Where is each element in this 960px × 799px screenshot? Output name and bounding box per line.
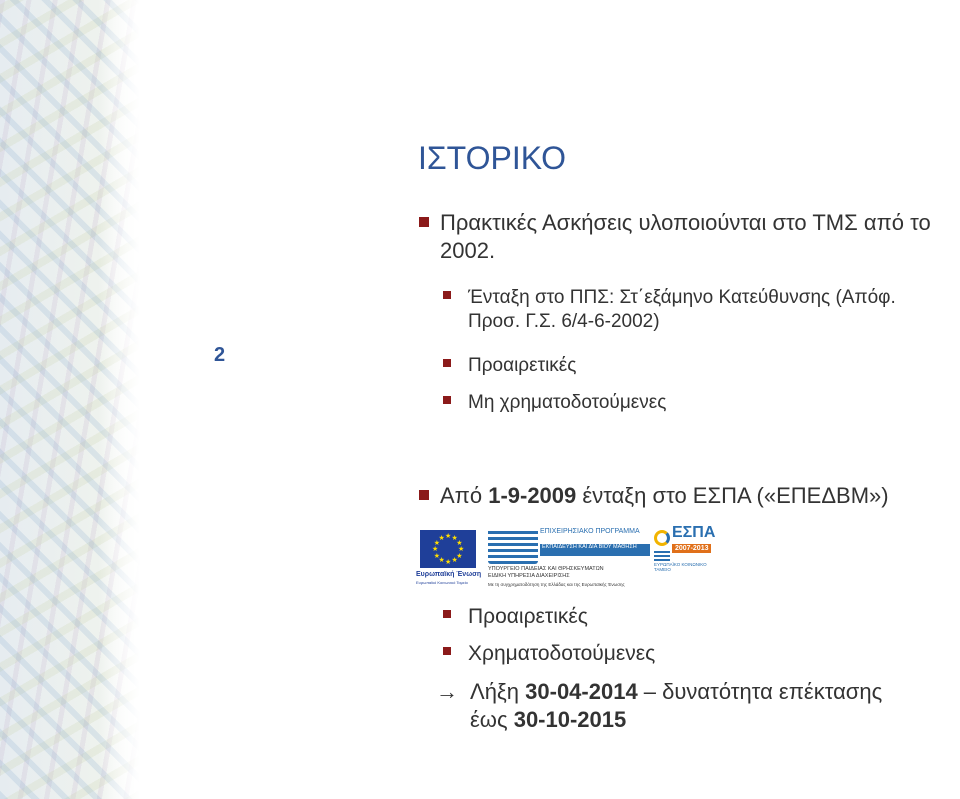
eu-star-icon: ★ bbox=[433, 552, 441, 560]
expiry-middle: – δυνατότητα επέκτασης bbox=[637, 679, 883, 704]
slide-title: ΙΣΤΟΡΙΚΟ bbox=[418, 140, 567, 176]
edu-program-title: ΕΠΙΧΕΙΡΗΣΙΑΚΟ ΠΡΟΓΡΑΜΜΑ bbox=[540, 528, 640, 535]
eu-caption-fund: Ευρωπαϊκό Κοινωνικό Ταμείο bbox=[416, 580, 468, 585]
eu-star-icon: ★ bbox=[433, 539, 441, 547]
expiry-date: 30-04-2014 bbox=[525, 679, 638, 704]
page-number: 2 bbox=[214, 344, 226, 366]
eu-star-icon: ★ bbox=[456, 539, 463, 547]
eu-caption: Ευρωπαϊκή Ένωση bbox=[416, 571, 482, 578]
espa-years: 2007-2013 bbox=[672, 544, 711, 553]
sub-bullet-unfunded: Μη χρηματοδοτούμενες bbox=[468, 392, 667, 413]
espa-suffix: ένταξη στο ΕΣΠΑ («ΕΠΕΔΒΜ») bbox=[576, 483, 889, 508]
ministry-line: ΥΠΟΥΡΓΕΙΟ ΠΑΙΔΕΙΑΣ ΚΑΙ ΘΡΗΣΚΕΥΜΑΤΩΝ bbox=[488, 566, 604, 572]
sub-bullet-optional: Προαιρετικές bbox=[468, 355, 577, 376]
eu-star-icon: ★ bbox=[451, 534, 458, 542]
eu-star-icon: ★ bbox=[445, 533, 452, 540]
extension-date: 30-10-2015 bbox=[513, 706, 627, 732]
eu-star-icon: ★ bbox=[456, 552, 463, 560]
espa-fund-caption: ΕΥΡΩΠΑΪΚΟ ΚΟΙΝΩΝΙΚΟ ΤΑΜΕΙΟ bbox=[654, 562, 707, 572]
sub-bullet-funded: Χρηματοδοτούμενες bbox=[468, 641, 655, 667]
eu-flag-icon bbox=[420, 530, 476, 568]
expiry-prefix: Λήξη bbox=[470, 679, 526, 704]
espa-logo bbox=[652, 524, 720, 574]
cofunding-line: Με τη συγχρηματοδότηση της Ελλάδας και της Ευρωπαϊκής Ένωσης bbox=[488, 582, 625, 587]
sub-bullet-ppc-inclusion: Ένταξη στο ΠΠΣ: Στ΄εξάμηνο Κατεύθυνσης (Απόφ. Προσ. Γ.Σ. 6/4-6-2002) bbox=[468, 286, 948, 334]
management-service-line: ΕΙΔΙΚΗ ΥΠΗΡΕΣΙΑ ΔΙΑΧΕΙΡΙΣΗΣ bbox=[488, 573, 570, 579]
expiry-line-2 bbox=[440, 706, 940, 734]
edu-program-emblem-icon bbox=[488, 528, 538, 564]
espa-swirl-icon bbox=[654, 530, 670, 546]
bullet-start-2002: Πρακτικές Ασκήσεις υλοποιούνται στο ΤΜΣ από το 2002. bbox=[440, 209, 960, 264]
eu-star-icon: ★ bbox=[458, 546, 465, 553]
eu-star-icon: ★ bbox=[445, 559, 452, 566]
greek-flag-icon bbox=[654, 551, 670, 561]
eu-star-icon: ★ bbox=[432, 546, 439, 553]
expiry-line-1 bbox=[440, 678, 940, 706]
decorative-mosaic-sidebar bbox=[0, 0, 140, 799]
sub-bullet-optional-2: Προαιρετικές bbox=[468, 604, 588, 630]
bullet-espa-inclusion bbox=[440, 482, 889, 510]
right-arrow-icon: → bbox=[436, 679, 458, 704]
edu-program-subtitle: ΕΚΠΑΙΔΕΥΣΗ ΚΑΙ ΔΙΑ ΒΙΟΥ ΜΑΘΗΣΗ bbox=[540, 544, 650, 556]
eu-star-icon: ★ bbox=[438, 557, 445, 565]
eu-star-icon: ★ bbox=[438, 534, 445, 542]
funding-logos-strip bbox=[416, 524, 720, 592]
expiry-note bbox=[436, 678, 940, 733]
espa-logo-text: ΕΣΠΑ bbox=[672, 524, 716, 541]
extension-prefix: έως bbox=[470, 706, 514, 732]
espa-prefix: Από bbox=[440, 483, 489, 508]
espa-start-date: 1-9-2009 bbox=[488, 483, 577, 508]
eu-star-icon: ★ bbox=[451, 557, 458, 565]
